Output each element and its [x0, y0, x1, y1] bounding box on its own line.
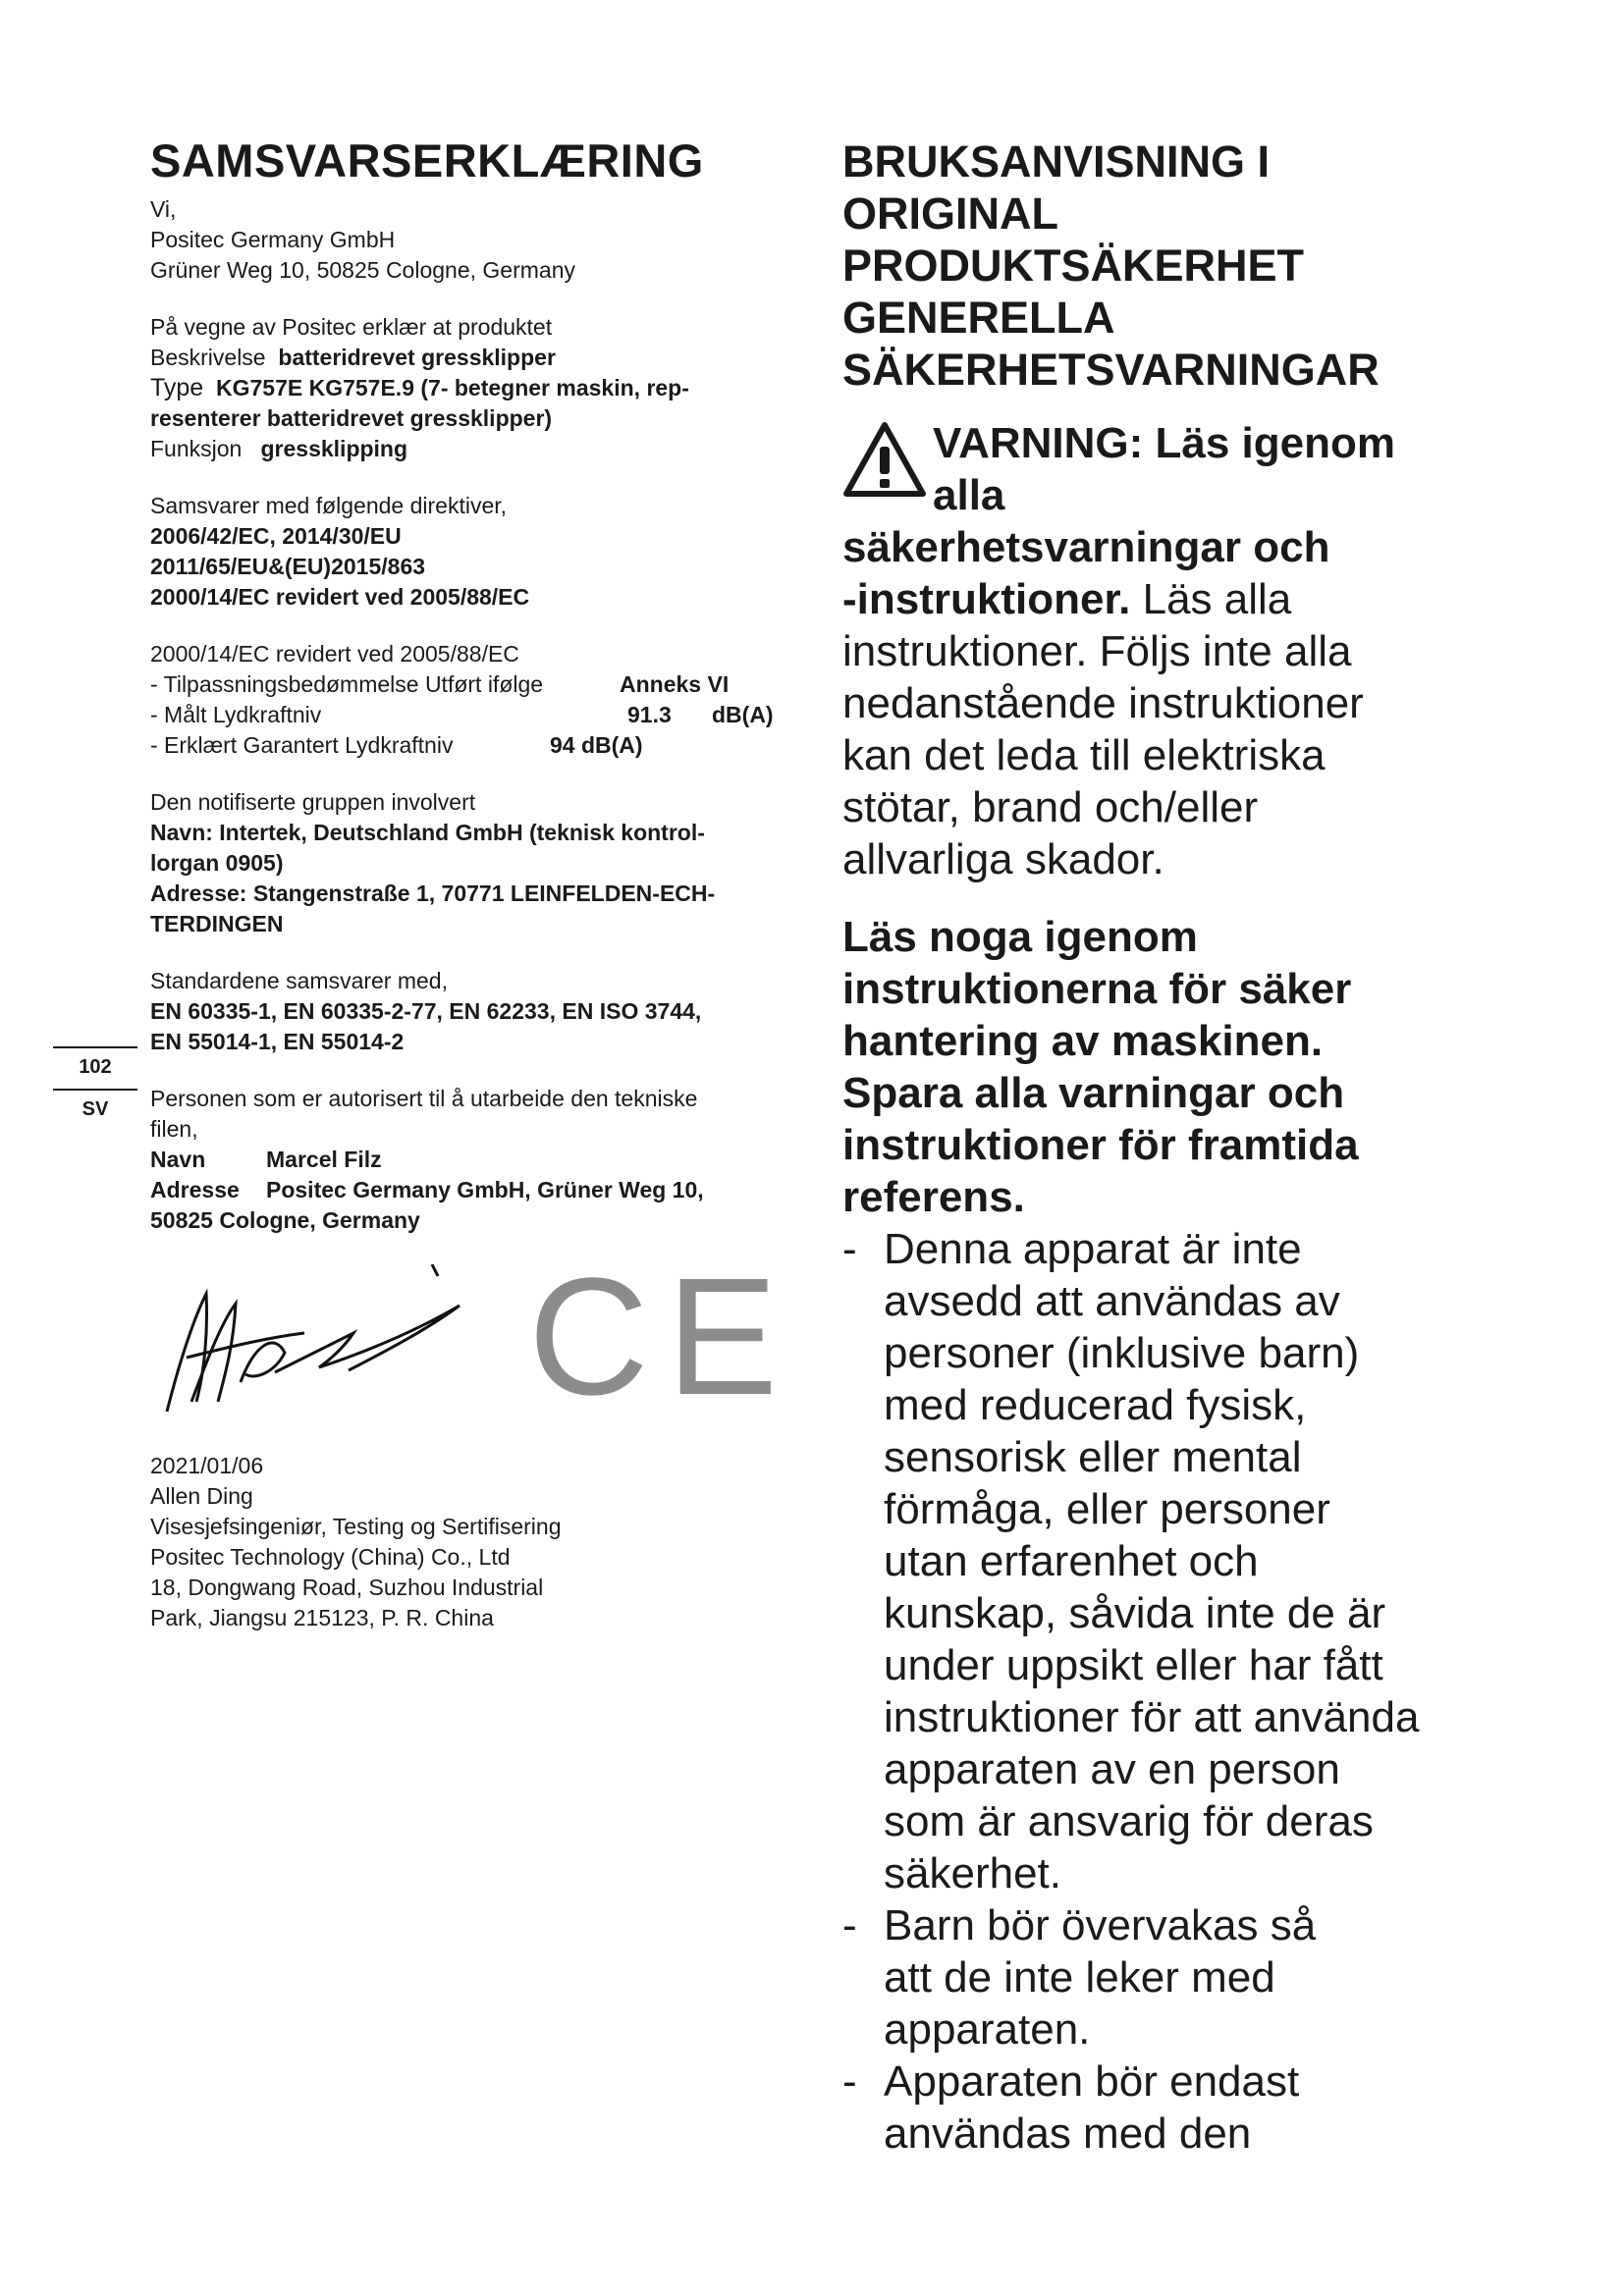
noise-unit: dB(A): [712, 701, 774, 727]
read-heading: Läs noga igenom: [842, 913, 1198, 961]
list-line: instruktioner för att använda: [884, 1693, 1420, 1741]
list-line: kunskap, såvida inte de är: [884, 1589, 1386, 1637]
instructions-heading: PRODUKTSÄKERHET: [842, 240, 1305, 291]
page-marker: [53, 1046, 137, 1131]
warning-line: allvarliga skador.: [842, 835, 1164, 883]
list-line: som är ansvarig för deras: [884, 1797, 1374, 1845]
warning-title: VARNING: Läs igenom: [933, 419, 1396, 467]
notified-line: lorgan 0905): [150, 849, 284, 876]
list-line: förmåga, eller personer: [884, 1485, 1330, 1533]
standards-intro: Standardene samsvarer med,: [150, 967, 448, 993]
description-label: Beskrivelse: [150, 344, 266, 370]
list-line: sensorisk eller mental: [884, 1433, 1302, 1481]
list-line: Apparaten bör endast: [884, 2057, 1300, 2106]
page-number: 102: [79, 1056, 112, 1078]
warning-bold-line: säkerhetsvarningar och: [842, 523, 1330, 571]
noise-row: [150, 700, 798, 730]
read-heading: instruktionerna för säker: [842, 965, 1352, 1013]
name-value: Marcel Filz: [266, 1146, 382, 1172]
intro-line: Vi,: [150, 195, 177, 222]
standards-line: EN 60335-1, EN 60335-2-77, EN 62233, EN ISO 3744,: [150, 997, 702, 1024]
type-value-cont: resenterer batteridrevet gressklipper): [150, 404, 553, 431]
function-row: [150, 434, 798, 464]
directives-intro: Samsvarer med følgende direktiver,: [150, 492, 508, 518]
list-item: [842, 2056, 1540, 2160]
list-dash: -: [842, 2057, 857, 2106]
instructions-heading: SÄKERHETSVARNINGAR: [842, 345, 1380, 395]
list-dash: -: [842, 1225, 857, 1273]
list-item: [842, 1899, 1540, 2056]
language-code: SV: [81, 1098, 109, 1120]
declaration-heading: SAMSVARSERKLÆRING: [150, 134, 704, 187]
list-line: avsedd att användas av: [884, 1277, 1340, 1325]
noise-label: - Tilpassningsbedømmelse Utført ifølge: [150, 670, 544, 697]
list-line: Barn bör övervakas så: [884, 1901, 1317, 1949]
list-line: användas med den: [884, 2109, 1252, 2158]
read-heading: instruktioner för framtida: [842, 1121, 1359, 1169]
list-line: personer (inklusive barn): [884, 1329, 1360, 1377]
list-line: säkerhet.: [884, 1849, 1061, 1897]
directive-line: 2000/14/EC revidert ved 2005/88/EC: [150, 583, 530, 610]
notified-intro: Den notifiserte gruppen involvert: [150, 788, 476, 815]
read-heading: Spara alla varningar och: [842, 1069, 1345, 1117]
warning-bold-text: -instruktioner.: [842, 575, 1131, 623]
ce-mark: [528, 1244, 796, 1430]
directive-line: 2006/42/EC, 2014/30/EU: [150, 522, 402, 549]
standards-line: EN 55014-1, EN 55014-2: [150, 1028, 405, 1054]
warning-header: [842, 417, 1540, 521]
type-label: Type: [150, 373, 204, 401]
noise-value: Anneks VI: [620, 670, 730, 697]
noise-value: 94 dB(A): [550, 731, 643, 758]
warning-title-cont: alla: [933, 471, 1005, 519]
function-label: Funksjon: [150, 435, 243, 461]
warning-mixed-line: [842, 573, 1540, 625]
noise-value: 91.3: [627, 701, 672, 727]
address-row: [150, 1175, 798, 1205]
list-line: Denna apparat är inte: [884, 1225, 1302, 1273]
ce-mark-text: CE: [528, 1244, 796, 1430]
name-row: [150, 1145, 798, 1175]
list-dash: -: [842, 1901, 857, 1949]
description-row: [150, 343, 798, 373]
warning-line: instruktioner. Följs inte alla: [842, 627, 1352, 675]
read-heading: referens.: [842, 1173, 1025, 1221]
noise-title: 2000/14/EC revidert ved 2005/88/EC: [150, 640, 519, 667]
signoff-title: Visesjefsingeniør, Testing og Sertifisering: [150, 1514, 562, 1539]
signature-image: [147, 1264, 481, 1431]
noise-row: [150, 669, 798, 700]
list-line: apparaten av en person: [884, 1745, 1340, 1793]
type-value: KG757E KG757E.9 (7- betegner maskin, rep-: [215, 374, 689, 400]
declare-line: På vegne av Positec erklær at produktet: [150, 313, 553, 340]
instructions-heading: ORIGINAL: [842, 188, 1058, 239]
read-heading: hantering av maskinen.: [842, 1017, 1324, 1065]
instructions-heading: GENERELLA: [842, 293, 1115, 343]
noise-label: - Målt Lydkraftniv: [150, 701, 322, 727]
noise-label: - Erklært Garantert Lydkraftniv: [150, 731, 454, 758]
list-line: apparaten.: [884, 2005, 1091, 2054]
name-label: Navn: [150, 1146, 206, 1172]
list-line: att de inte leker med: [884, 1953, 1275, 2002]
instructions-column: [842, 135, 1540, 2160]
authorized-line: Personen som er autorisert til å utarbeide den tekniske: [150, 1085, 698, 1111]
notified-line: Navn: Intertek, Deutschland GmbH (teknisk kontrol-: [150, 819, 705, 845]
declaration-column: [150, 135, 798, 1236]
directive-line: 2011/65/EU&(EU)2015/863: [150, 553, 426, 579]
intro-line: Grüner Weg 10, 50825 Cologne, Germany: [150, 256, 575, 283]
type-row: [150, 373, 798, 403]
signoff-company: Positec Technology (China) Co., Ltd: [150, 1544, 511, 1570]
function-value: gressklipping: [260, 435, 408, 461]
list-line: under uppsikt eller har fått: [884, 1641, 1383, 1689]
warning-line: nedanstående instruktioner: [842, 679, 1364, 727]
signoff-name: Allen Ding: [150, 1483, 253, 1509]
address-label: Adresse: [150, 1176, 240, 1202]
warning-line: kan det leda till elektriska: [842, 731, 1326, 779]
signoff-address: 18, Dongwang Road, Suzhou Industrial: [150, 1575, 544, 1600]
authorized-line: filen,: [150, 1115, 198, 1142]
address-value-cont: 50825 Cologne, Germany: [150, 1206, 420, 1233]
list-line: utan erfarenhet och: [884, 1537, 1259, 1585]
warning-text: Läs alla: [1130, 575, 1292, 623]
signoff-block: [150, 1451, 661, 1633]
warning-triangle-icon: [842, 421, 927, 498]
intro-line: Positec Germany GmbH: [150, 226, 396, 252]
notified-line: TERDINGEN: [150, 910, 284, 936]
description-value: batteridrevet gressklipper: [278, 344, 556, 370]
noise-row: [150, 730, 798, 761]
address-value: Positec Germany GmbH, Grüner Weg 10,: [266, 1176, 704, 1202]
list-item: [842, 1223, 1540, 1899]
list-line: med reducerad fysisk,: [884, 1381, 1307, 1429]
signoff-address: Park, Jiangsu 215123, P. R. China: [150, 1605, 494, 1630]
notified-line: Adresse: Stangenstraße 1, 70771 LEINFELDEN-ECH-: [150, 880, 716, 906]
warning-line: stötar, brand och/eller: [842, 783, 1259, 831]
signoff-date: 2021/01/06: [150, 1453, 264, 1478]
instructions-heading: BRUKSANVISNING I: [842, 136, 1271, 187]
